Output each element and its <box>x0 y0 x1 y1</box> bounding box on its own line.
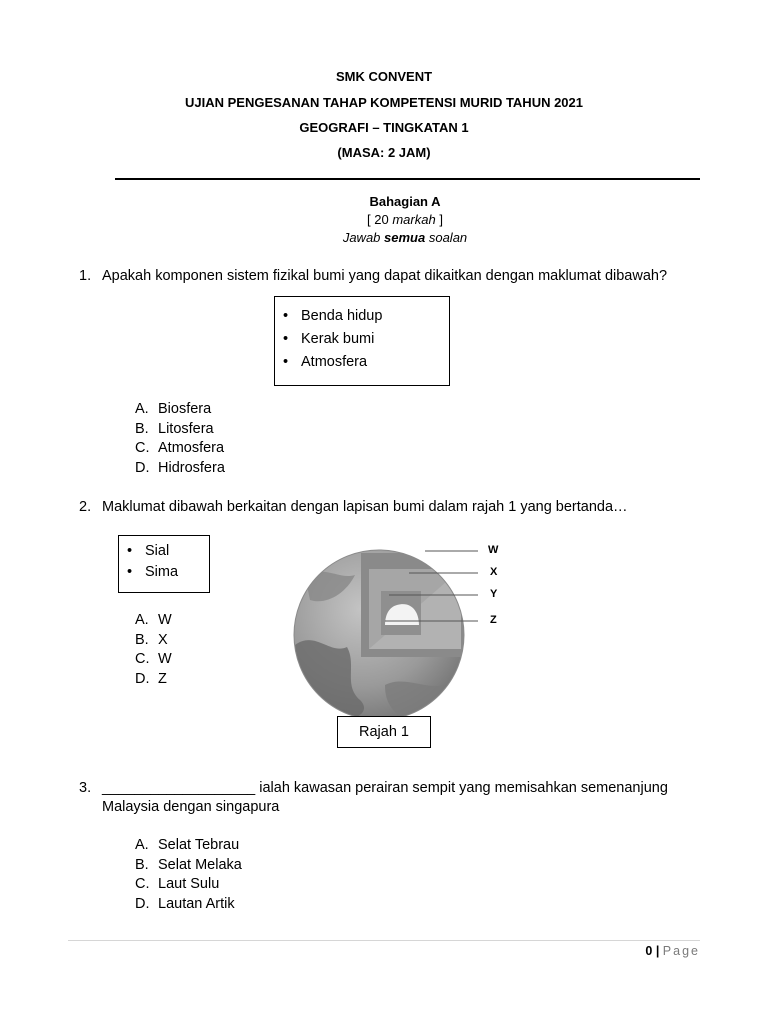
list-item: • Sial <box>119 541 209 562</box>
label-y: Y <box>490 588 498 600</box>
question-2-text: Maklumat dibawah berkaitan dengan lapisan bumi dalam rajah 1 yang bertanda… <box>102 499 628 515</box>
page-footer: 0 | Page <box>645 944 700 958</box>
list-item: • Atmosfera <box>275 351 449 374</box>
answer-blank[interactable]: ___________________ <box>102 780 256 796</box>
question-2-number: 2. <box>79 499 92 515</box>
option-d[interactable]: D. Z <box>135 670 167 687</box>
option-c[interactable]: C. Atmosfera <box>135 440 225 456</box>
exam-duration: (MASA: 2 JAM) <box>337 145 431 160</box>
question-3-text: ___________________ ialah kawasan perairan sempit yang memisahkan semenanjung <box>102 780 668 796</box>
footer-divider <box>68 940 700 941</box>
question-3-options <box>135 836 242 914</box>
figure-caption: Rajah 1 <box>337 716 431 748</box>
globe <box>294 550 470 720</box>
option-d[interactable]: D. Hidrosfera <box>135 459 225 476</box>
question-1-info-box <box>274 296 450 386</box>
question-1-text: Apakah komponen sistem fizikal bumi yang dapat dikaitkan dengan maklumat dibawah? <box>102 268 668 284</box>
school-name: SMK CONVENT <box>335 69 433 84</box>
earth-layers-diagram <box>285 535 515 720</box>
subject-title: GEOGRAFI – TINGKATAN 1 <box>299 120 469 135</box>
option-b[interactable]: B. Litosfera <box>135 420 214 437</box>
label-w: W <box>488 544 499 556</box>
question-1-options <box>135 400 225 478</box>
option-a[interactable]: A. Biosfera <box>135 401 212 417</box>
label-z: Z <box>490 614 497 626</box>
list-item: • Sima <box>119 562 209 583</box>
option-a[interactable]: A. W <box>135 612 172 628</box>
option-c[interactable]: C. W <box>135 651 172 667</box>
exam-title: UJIAN PENGESANAN TAHAP KOMPETENSI MURID TAHUN 2021 <box>185 95 583 110</box>
list-item: • Kerak bumi <box>275 328 449 351</box>
label-x: X <box>490 566 498 578</box>
question-2-info-box <box>118 535 210 593</box>
list-item: • Benda hidup <box>275 305 449 328</box>
section-title: Bahagian A <box>369 194 441 209</box>
section-instruction: Jawab semua soalan <box>342 230 468 245</box>
question-1-number: 1. <box>79 268 92 284</box>
option-a[interactable]: A. Selat Tebrau <box>135 837 240 853</box>
option-c[interactable]: C. Laut Sulu <box>135 876 220 892</box>
option-d[interactable]: D. Lautan Artik <box>135 895 235 912</box>
section-marks: [ 20 markah ] <box>367 212 443 227</box>
option-b[interactable]: B. X <box>135 631 168 648</box>
question-3-text-cont: Malaysia dengan singapura <box>102 799 280 815</box>
option-b[interactable]: B. Selat Melaka <box>135 856 242 873</box>
question-2-options <box>135 611 172 689</box>
header-divider <box>115 178 700 180</box>
question-3-number: 3. <box>79 780 92 796</box>
